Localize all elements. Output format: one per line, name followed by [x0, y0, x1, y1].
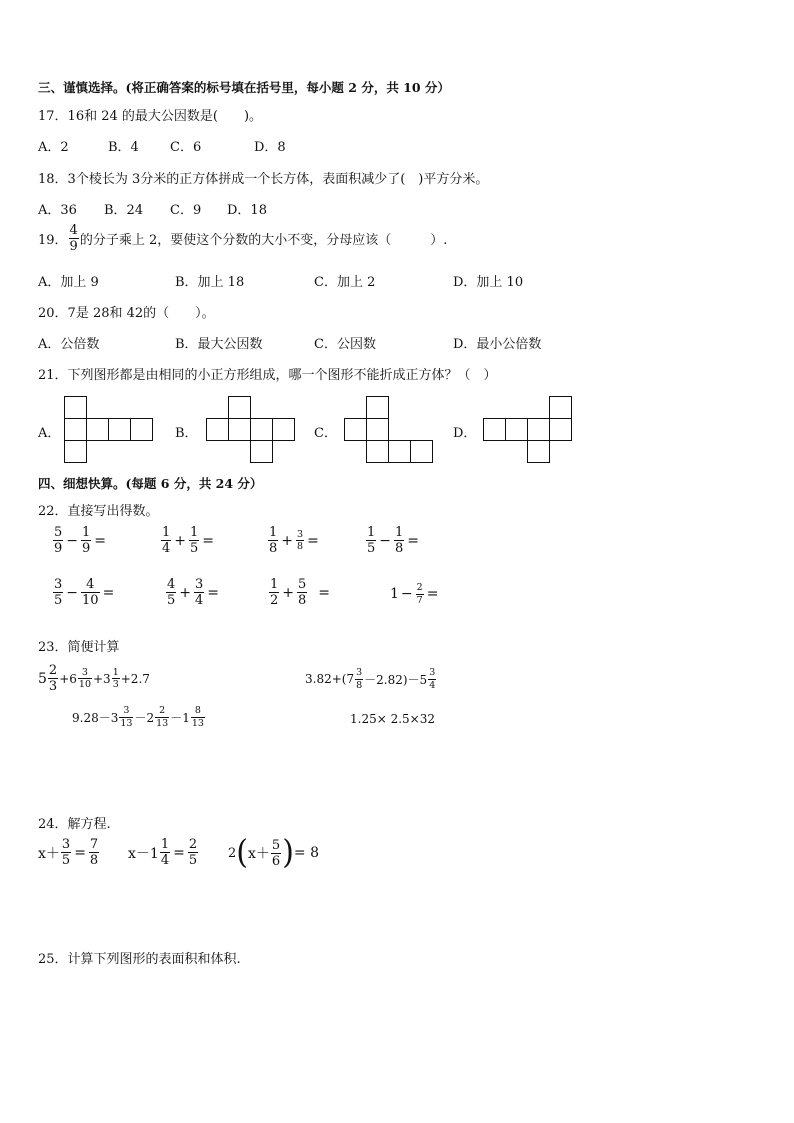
q17-option-a: A．2 — [38, 140, 69, 155]
q22-expr-5 — [52, 578, 116, 607]
numerator: 3 — [195, 577, 204, 592]
denominator: 5 — [190, 541, 199, 556]
fraction — [194, 578, 204, 607]
right-parenthesis: ) — [282, 833, 294, 872]
q19-text: 的分子乘上 2，要使这个分数的大小不变，分母应该（ ）. — [79, 233, 448, 248]
denominator: 8 — [297, 541, 304, 552]
question-17: 17．16和 24 的最大公因数是( )。 — [38, 109, 263, 124]
fraction — [119, 706, 133, 728]
numerator: 5 — [298, 577, 307, 592]
q23-expr-2 — [305, 668, 437, 690]
denominator: 8 — [89, 853, 99, 868]
operator: − — [379, 532, 392, 549]
numerator: 2 — [159, 705, 166, 716]
equals-sign: = — [407, 532, 420, 549]
equals-sign: = — [74, 844, 86, 861]
denominator: 4 — [160, 853, 170, 868]
numerator: 1 — [270, 577, 279, 592]
q21-label-b: B． — [175, 426, 198, 441]
coefficient: 2 — [228, 845, 237, 861]
numerator: 1 — [395, 525, 404, 540]
denominator: 9 — [54, 541, 63, 556]
q20-option-a: A．公倍数 — [38, 337, 100, 352]
numerator: 1 — [82, 525, 91, 540]
term: x＋ — [38, 845, 60, 862]
denominator: 4 — [429, 679, 436, 691]
fraction — [428, 668, 436, 690]
numerator: 3 — [61, 837, 71, 852]
q22-expr-4 — [365, 526, 421, 555]
question-20: 20．7是 28和 42的（ ）。 — [38, 306, 215, 321]
fraction — [78, 668, 92, 690]
term: = 8 — [293, 845, 319, 861]
q19-option-c: C．加上 2 — [314, 275, 376, 290]
fraction — [160, 838, 170, 867]
fraction — [296, 530, 304, 552]
q20-option-d: D．最小公倍数 — [453, 337, 542, 352]
numerator: 2 — [416, 582, 423, 593]
term: －1 — [170, 710, 190, 725]
question-23: 23．简便计算 — [38, 640, 120, 655]
fraction — [81, 578, 100, 607]
numerator: 3 — [356, 667, 363, 678]
numerator: 5 — [271, 837, 281, 853]
denominator: 3 — [48, 679, 58, 694]
question-25: 25．计算下列图形的表面积和体积. — [38, 952, 241, 967]
numerator: 1 — [160, 837, 170, 852]
q19-option-d: D．加上 10 — [453, 275, 524, 290]
numerator: 4 — [167, 577, 176, 592]
fraction — [161, 526, 171, 555]
fraction — [394, 526, 404, 555]
fraction — [271, 839, 281, 868]
denominator: 10 — [82, 593, 99, 608]
term: 9.28－3 — [72, 710, 119, 725]
denominator: 13 — [191, 717, 204, 729]
fraction — [48, 664, 58, 693]
numerator: 2 — [48, 663, 58, 678]
fraction — [191, 706, 205, 728]
fraction — [268, 526, 278, 555]
denominator: 8 — [395, 541, 404, 556]
q18-option-c: C．9 — [170, 203, 202, 218]
q22-expr-6 — [165, 578, 221, 607]
operator: + — [179, 584, 192, 601]
q19-option-b: B．加上 18 — [175, 275, 245, 290]
equals-sign: = — [207, 584, 220, 601]
denominator: 10 — [78, 679, 91, 690]
denominator: 5 — [188, 853, 198, 868]
q19-frac-numerator: 4 — [69, 223, 78, 238]
q17-option-d: D．8 — [254, 140, 286, 155]
operator: − — [400, 586, 413, 602]
q23-expr-4: 1.25× 2.5×32 — [350, 712, 435, 726]
operator: + — [282, 584, 295, 601]
equals-sign: = — [307, 532, 319, 549]
operator: − — [66, 532, 79, 549]
q17-option-b: B．4 — [108, 140, 139, 155]
numerator: 7 — [89, 837, 99, 852]
denominator: 3 — [112, 679, 119, 690]
fraction — [166, 578, 176, 607]
fraction — [89, 838, 99, 867]
denominator: 7 — [416, 594, 423, 606]
question-18: 18．3个棱长为 3分米的正方体拼成一个长方体，表面积减少了( )平方分米。 — [38, 172, 489, 187]
numerator: 3 — [123, 705, 130, 716]
q19-number: 19． — [38, 233, 68, 248]
term: －2.82)－5 — [364, 672, 428, 687]
fraction — [416, 583, 424, 605]
numerator: 3 — [429, 667, 436, 678]
numerator: 8 — [194, 705, 201, 716]
question-24: 24．解方程. — [38, 817, 111, 832]
denominator: 4 — [162, 541, 171, 556]
denominator: 2 — [270, 593, 279, 608]
q18-option-a: A．36 — [38, 203, 77, 218]
q19-option-a: A．加上 9 — [38, 275, 99, 290]
q22-expr-2 — [160, 526, 216, 555]
q22-expr-7 — [268, 578, 332, 607]
q19-frac-denominator: 9 — [69, 239, 78, 254]
question-22: 22．直接写出得数。 — [38, 504, 159, 519]
denominator: 8 — [298, 593, 307, 608]
numerator: 3 — [54, 577, 63, 592]
whole-number: 1 — [390, 586, 399, 602]
numerator: 1 — [112, 666, 119, 678]
q21-label-c: C． — [314, 426, 337, 441]
q17-option-c: C．6 — [170, 140, 202, 155]
denominator: 5 — [367, 541, 376, 556]
term: +3 — [93, 671, 111, 686]
denominator: 5 — [61, 853, 71, 868]
q24-equation-1 — [38, 838, 100, 867]
q22-expr-3 — [267, 526, 321, 555]
denominator: 13 — [156, 717, 169, 729]
q21-label-d: D． — [453, 426, 477, 441]
term: x－1 — [128, 845, 159, 862]
numerator: 3 — [81, 666, 88, 678]
fraction — [269, 578, 279, 607]
q18-option-d: D．18 — [227, 203, 267, 218]
denominator: 4 — [195, 593, 204, 608]
q21-label-a: A． — [38, 426, 61, 441]
fraction — [297, 578, 307, 607]
equals-sign: = — [202, 532, 215, 549]
whole-number: 5 — [38, 670, 47, 687]
numerator: 1 — [190, 525, 199, 540]
denominator: 13 — [120, 717, 133, 729]
denominator: 8 — [356, 679, 363, 691]
section-4-title: 四、细想快算。(每题 6 分，共 24 分） — [38, 476, 263, 491]
q23-expr-1 — [38, 664, 150, 693]
term: +6 — [59, 671, 77, 686]
numerator: 4 — [86, 577, 95, 592]
equals-sign: = — [102, 584, 115, 601]
fraction — [155, 706, 169, 728]
q22-expr-1 — [52, 526, 108, 555]
term: +2.7 — [120, 671, 150, 686]
denominator: 8 — [269, 541, 278, 556]
q19-fraction — [69, 224, 79, 253]
denominator: 9 — [82, 541, 91, 556]
operator: + — [174, 532, 187, 549]
numerator: 5 — [54, 525, 63, 540]
equals-sign: = — [173, 844, 185, 861]
fraction — [53, 578, 63, 607]
q20-option-c: C．公因数 — [314, 337, 376, 352]
equals-sign: = — [94, 532, 107, 549]
section-3-title: 三、谨慎选择。(将正确答案的标号填在括号里，每小题 2 分，共 10 分） — [38, 80, 450, 95]
term: 3.82+(7 — [305, 672, 355, 686]
q24-equation-2 — [128, 838, 199, 867]
q20-option-b: B．最大公因数 — [175, 337, 263, 352]
cube-net-d — [483, 396, 575, 464]
denominator: 6 — [271, 853, 281, 869]
q24-equation-3 — [228, 833, 319, 872]
term: x＋ — [248, 846, 270, 862]
equals-sign: = — [318, 584, 331, 601]
fraction — [61, 838, 71, 867]
term: －2 — [134, 710, 155, 725]
fraction — [189, 526, 199, 555]
numerator: 1 — [162, 525, 171, 540]
fraction — [355, 668, 363, 690]
fraction — [53, 526, 63, 555]
cube-net-c — [344, 396, 436, 464]
numerator: 2 — [188, 837, 198, 852]
left-parenthesis: ( — [236, 833, 248, 872]
fraction — [81, 526, 91, 555]
numerator: 1 — [367, 525, 376, 540]
q23-expr-3 — [72, 706, 206, 728]
question-21: 21．下列图形都是由相同的小正方形组成，哪一个图形不能折成正方体？（ ） — [38, 368, 497, 383]
cube-net-a — [64, 396, 156, 464]
fraction — [366, 526, 376, 555]
q22-expr-8 — [390, 583, 440, 605]
equals-sign: = — [426, 586, 439, 602]
operator: + — [281, 532, 294, 549]
question-19 — [38, 224, 447, 253]
cube-net-b — [206, 396, 298, 464]
denominator: 5 — [167, 593, 176, 608]
numerator: 3 — [297, 528, 304, 540]
fraction — [112, 668, 120, 690]
denominator: 5 — [54, 593, 63, 608]
operator: − — [66, 584, 79, 601]
numerator: 1 — [269, 525, 278, 540]
fraction — [188, 838, 198, 867]
q18-option-b: B．24 — [104, 203, 144, 218]
